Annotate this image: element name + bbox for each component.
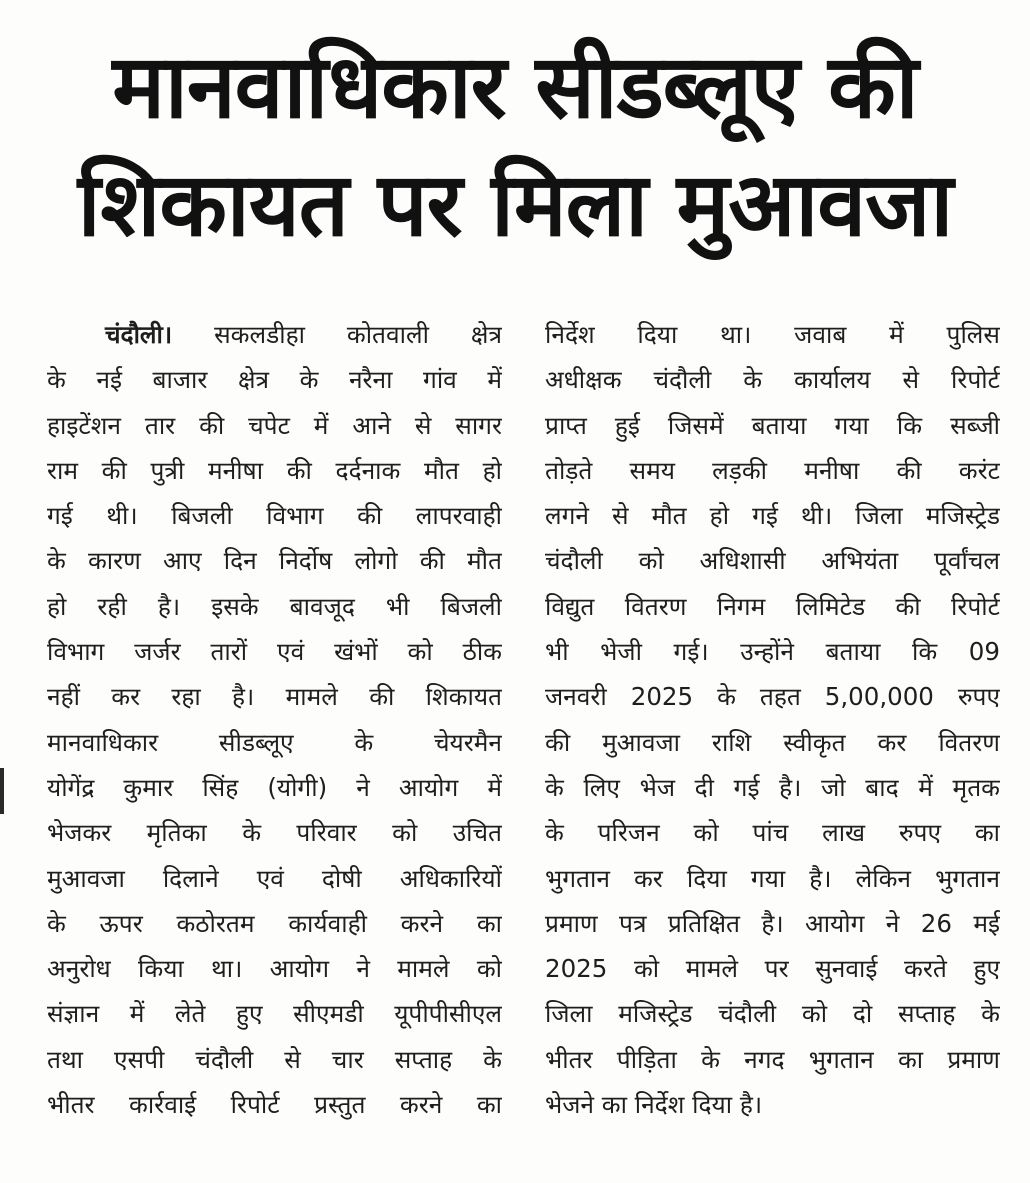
article-line: गई थी। बिजली विभाग की लापरवाही — [47, 501, 502, 531]
article-column-left — [47, 312, 502, 1127]
dateline: चंदौली। — [105, 320, 173, 349]
article-line: निर्देश दिया था। जवाब में पुलिस — [545, 320, 1000, 349]
headline-line-1: मानवाधिकार सीडब्लूए की — [112, 35, 918, 138]
article-line: चंदौली को अधिशासी अभियंता पूर्वांचल — [545, 546, 1000, 576]
article-line: प्रमाण पत्र प्रतिक्षित है। आयोग ने 26 मई — [545, 908, 1000, 938]
article-line: भेजकर मृतिका के परिवार को उचित — [47, 818, 502, 848]
article-line: के कारण आए दिन निर्दोष लोगो की मौत — [47, 546, 502, 576]
article-line: लगने से मौत हो गई थी। जिला मजिस्ट्रेड — [545, 501, 1000, 531]
article-line: भीतर पीड़िता के नगद भुगतान का प्रमाण — [545, 1044, 1000, 1074]
article-line: विद्युत वितरण निगम लिमिटेड की रिपोर्ट — [545, 591, 1000, 621]
article-line: भेजने का निर्देश दिया है। — [545, 1090, 763, 1120]
scan-edge-mark — [0, 768, 4, 814]
article-line: हाइटेंशन तार की चपेट में आने से सागर — [47, 410, 502, 440]
article-line: राम की पुत्री मनीषा की दर्दनाक मौत हो — [47, 455, 502, 485]
article-line: हो रही है। इसके बावजूद भी बिजली — [47, 591, 502, 621]
article-line: के नई बाजार क्षेत्र के नरैना गांव में — [47, 365, 502, 395]
article-line-text: सकलडीहा कोतवाली क्षेत्र — [214, 320, 502, 349]
article-line: प्राप्त हुई जिसमें बताया गया कि सब्जी — [545, 410, 1000, 440]
article-line: विभाग जर्जर तारों एवं खंभों को ठीक — [47, 637, 502, 667]
article-line: के लिए भेज दी गई है। जो बाद में मृतक — [545, 772, 1000, 802]
article-line: तथा एसपी चंदौली से चार सप्ताह के — [47, 1044, 502, 1074]
article-line: मानवाधिकार सीडब्लूए के चेयरमैन — [47, 727, 502, 757]
article-line: के ऊपर कठोरतम कार्यवाही करने का — [47, 908, 502, 938]
article-line: भी भेजी गई। उन्होंने बताया कि 09 — [545, 637, 1000, 667]
article-line: 2025 को मामले पर सुनवाई करते हुए — [545, 954, 1000, 984]
article-line: भुगतान कर दिया गया है। लेकिन भुगतान — [545, 863, 1000, 893]
article-line: अनुरोध किया था। आयोग ने मामले को — [47, 954, 502, 984]
article-line: भीतर कार्रवाई रिपोर्ट प्रस्तुत करने का — [47, 1090, 502, 1120]
article-line: नहीं कर रहा है। मामले की शिकायत — [47, 682, 502, 712]
article-line: संज्ञान में लेते हुए सीएमडी यूपीपीसीएल — [47, 999, 502, 1029]
article-line: योगेंद्र कुमार सिंह (योगी) ने आयोग में — [47, 772, 502, 802]
headline-line-2: शिकायत पर मिला मुआवजा — [77, 153, 953, 256]
article-line: मुआवजा दिलाने एवं दोषी अधिकारियों — [47, 863, 502, 893]
article-line: जनवरी 2025 के तहत 5,00,000 रुपए — [545, 682, 1000, 712]
article-line: जिला मजिस्ट्रेड चंदौली को दो सप्ताह के — [545, 999, 1000, 1029]
article-line: की मुआवजा राशि स्वीकृत कर वितरण — [545, 727, 1000, 757]
article-line — [47, 312, 502, 357]
article-line: के परिजन को पांच लाख रुपए का — [545, 818, 1000, 848]
article-line: अधीक्षक चंदौली के कार्यालय से रिपोर्ट — [545, 365, 1000, 395]
article-line: तोड़ते समय लड़की मनीषा की करंट — [545, 455, 1000, 485]
article-column-right — [545, 312, 1000, 1127]
